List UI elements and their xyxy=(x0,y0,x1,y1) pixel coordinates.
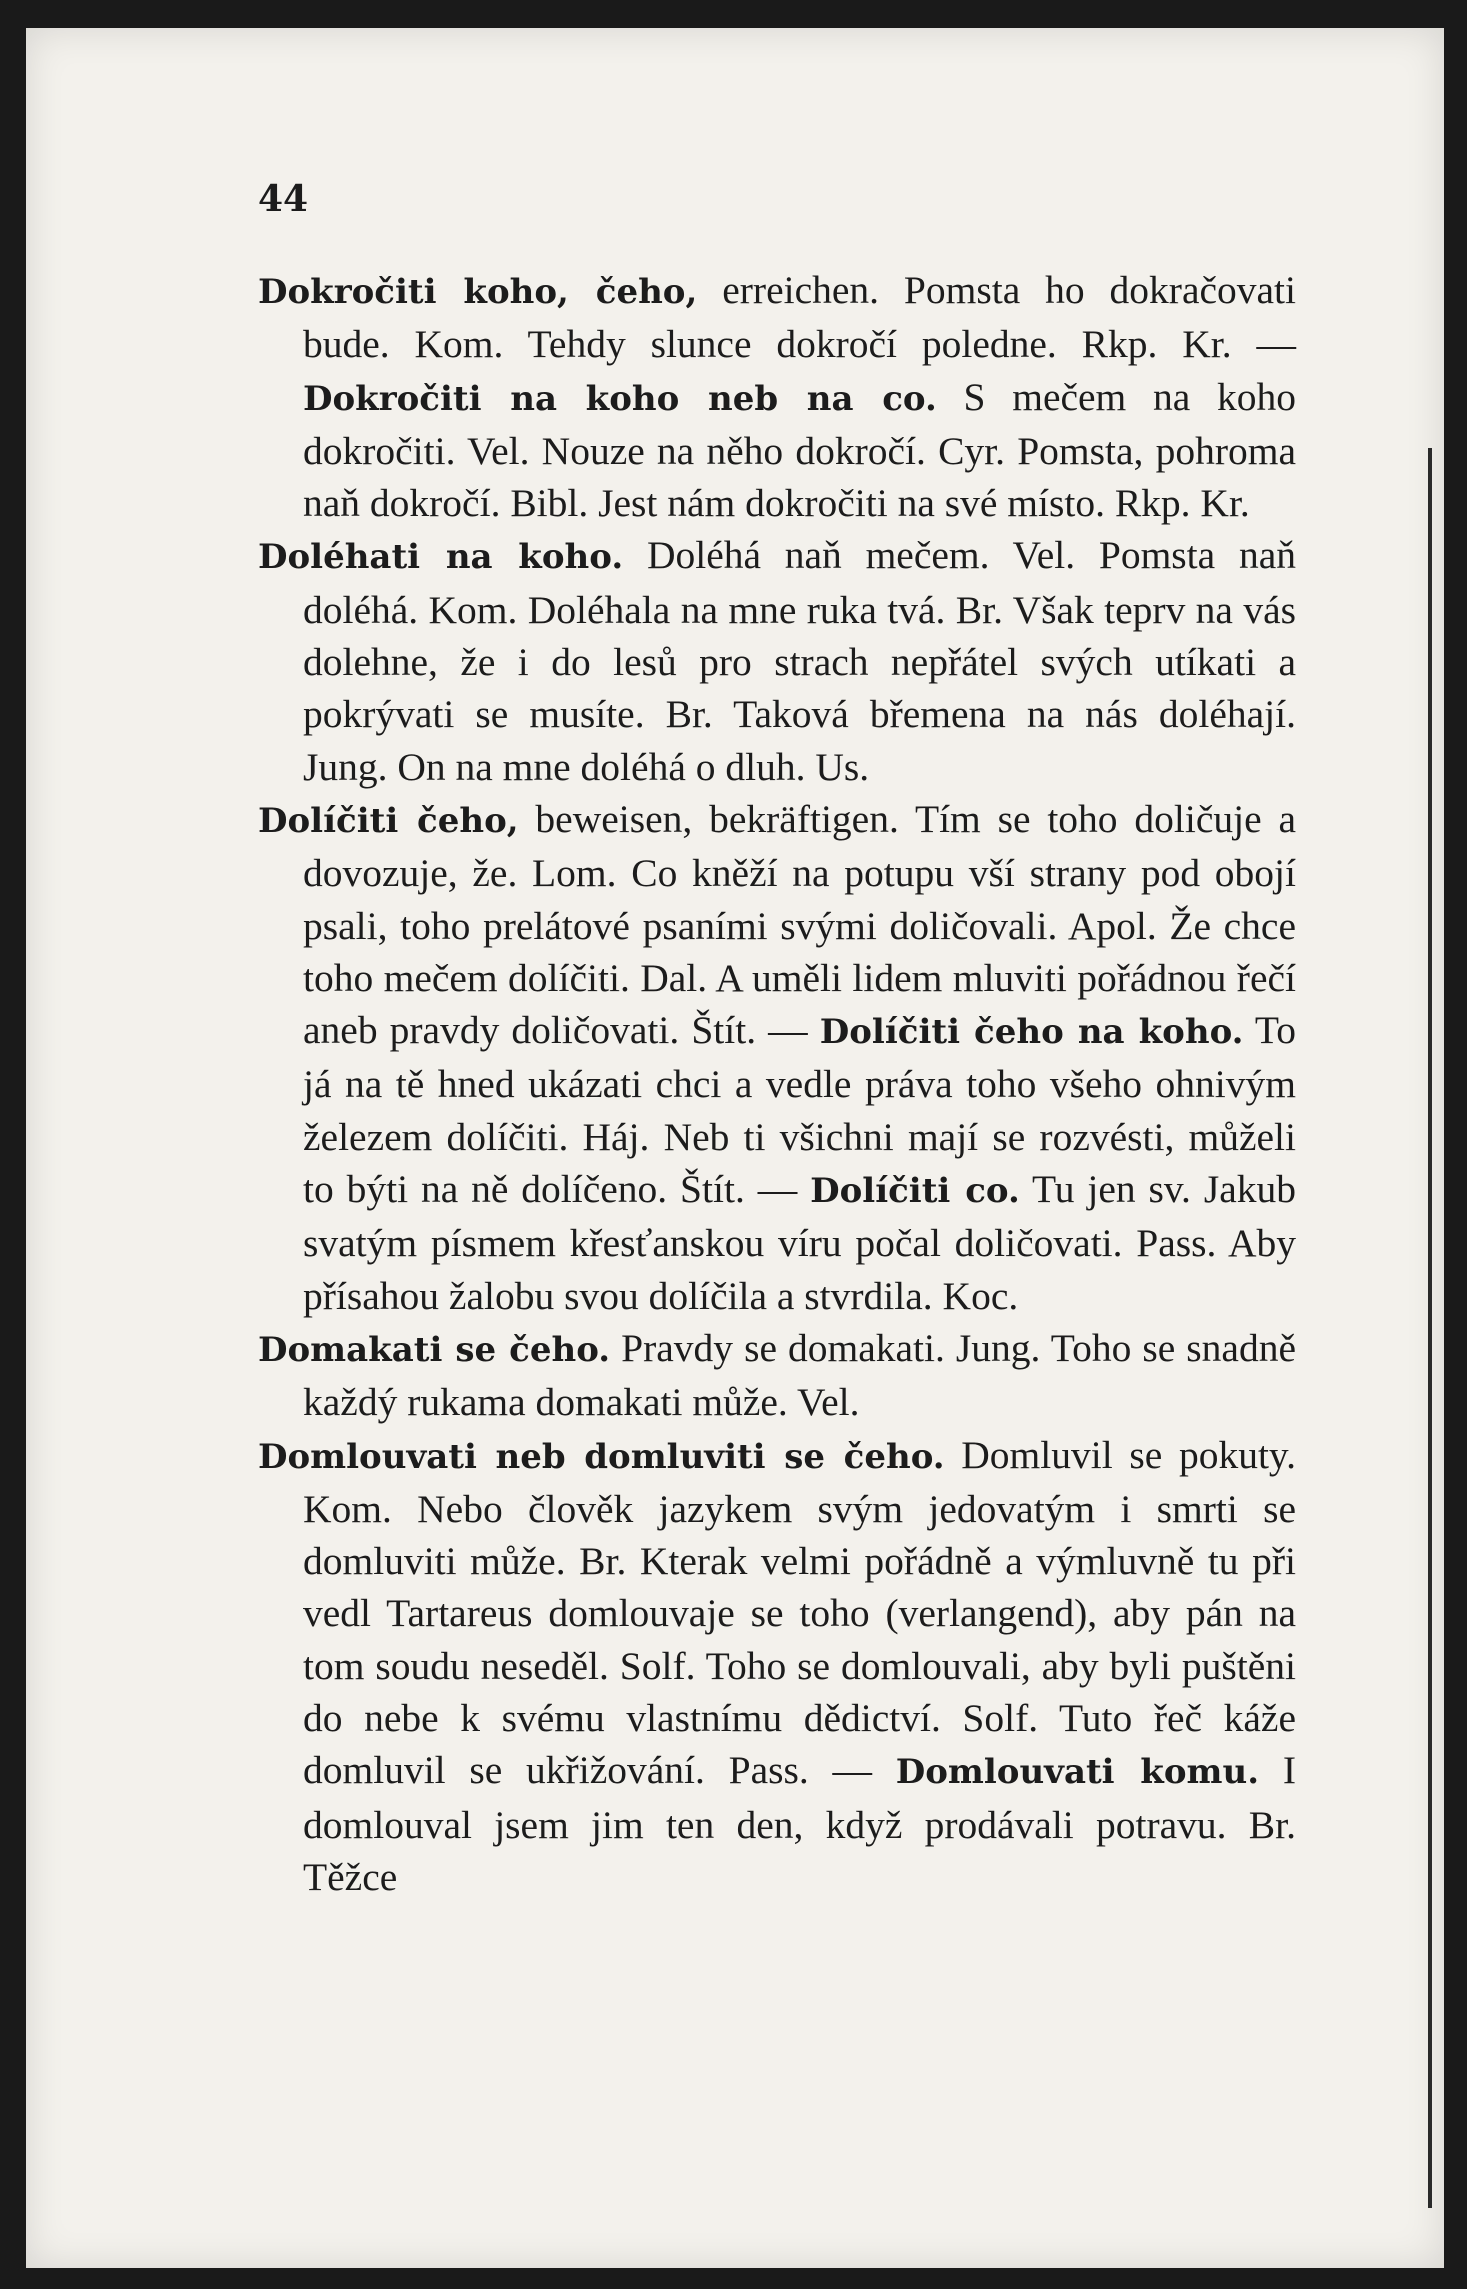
dictionary-entry xyxy=(258,264,1296,529)
page-number: 44 xyxy=(258,178,309,220)
headword: Doléhati na koho. xyxy=(258,537,624,578)
entry-text: Pravdy se domakati. Jung. Toho se snadně každý rukama domakati může. Vel. xyxy=(303,1325,1296,1425)
entry-text: erreichen. Pomsta ho dokračovati bude. Kom. Tehdy slunce dokročí poledne. Rkp. Kr. — xyxy=(303,268,1296,367)
headword: Domlouvati neb domluviti se čeho. xyxy=(258,1436,945,1477)
entry-text: To já na tě hned ukázati chci a vedle práva toho všeho ohnivým železem dolíčiti. Háj. Neb ti všichni mají se rozvésti, můželi to býti na ně dolíčeno. Štít. — xyxy=(303,1008,1296,1212)
headword: Dolíčiti co. xyxy=(810,1171,1020,1212)
headword: Domlouvati komu. xyxy=(895,1752,1260,1793)
page-edge-rule xyxy=(1428,448,1432,2208)
headword: Domakati se čeho. xyxy=(258,1329,611,1370)
headword: Dokročiti koho, čeho, xyxy=(258,272,698,312)
entry-text: Doléhá naň mečem. Vel. Pomsta naň doléhá. Kom. Doléhala na mne ruka tvá. Br. Však teprv na vás dolehne, že i do lesů pro strach nepřátel svých utíkati a pokrývati se musíte. Br. Taková břemena na nás doléhají. Jung. On na mne doléhá o dluh. Us. xyxy=(303,533,1296,789)
dictionary-entry xyxy=(258,529,1296,792)
entry-text: S mečem na koho dokročiti. Vel. Nouze na něho dokročí. Cyr. Pomsta, pohroma naň dokročí. Bibl. Jest nám dokročiti na své místo. Rkp. Kr. xyxy=(303,374,1296,526)
headword: Dolíčiti čeho na koho. xyxy=(819,1012,1244,1053)
dictionary-entry xyxy=(258,1429,1296,1904)
book-page xyxy=(26,28,1444,2268)
entry-text: I domlouval jsem jim ten den, když prodávali potravu. Br. Těžce xyxy=(303,1748,1296,1899)
entry-text: Domluvil se pokuty. Kom. Nebo člověk jazykem svým jedovatým i smrti se domluviti může. Br. Kterak velmi pořádně a výmluvně tu při vedl Tartareus domlouvaje se toho (verlangend), aby pán na tom soudu neseděl. Solf. Toho se domlouvali, aby byli puštěni do nebe k svému vlastnímu dědictví. Solf. Tuto řeč káže domluvil se ukřižování. Pass. — xyxy=(303,1432,1296,1793)
headword: Dokročiti na koho neb na co. xyxy=(303,378,937,419)
entry-text: Tu jen sv. Jakub svatým písmem křesťanskou víru počal doličovati. Pass. Aby přísahou žalobu svou dolíčila a stvrdila. Koc. xyxy=(303,1167,1296,1318)
entry-text: beweisen, bekräftigen. Tím se toho doličuje a dovozuje, že. Lom. Co kněží na potupu vší strany pod obojí psali, toho prelátové psaními svými doličovali. Apol. Že chce toho mečem dolíčiti. Dal. A uměli lidem mluviti pořádnou řečí aneb pravdy doličovati. Štít. — xyxy=(303,796,1296,1053)
dictionary-entry xyxy=(258,793,1296,1322)
headword: Dolíčiti čeho, xyxy=(258,800,519,841)
dictionary-text xyxy=(258,264,1296,1903)
dictionary-entry xyxy=(258,1322,1296,1429)
